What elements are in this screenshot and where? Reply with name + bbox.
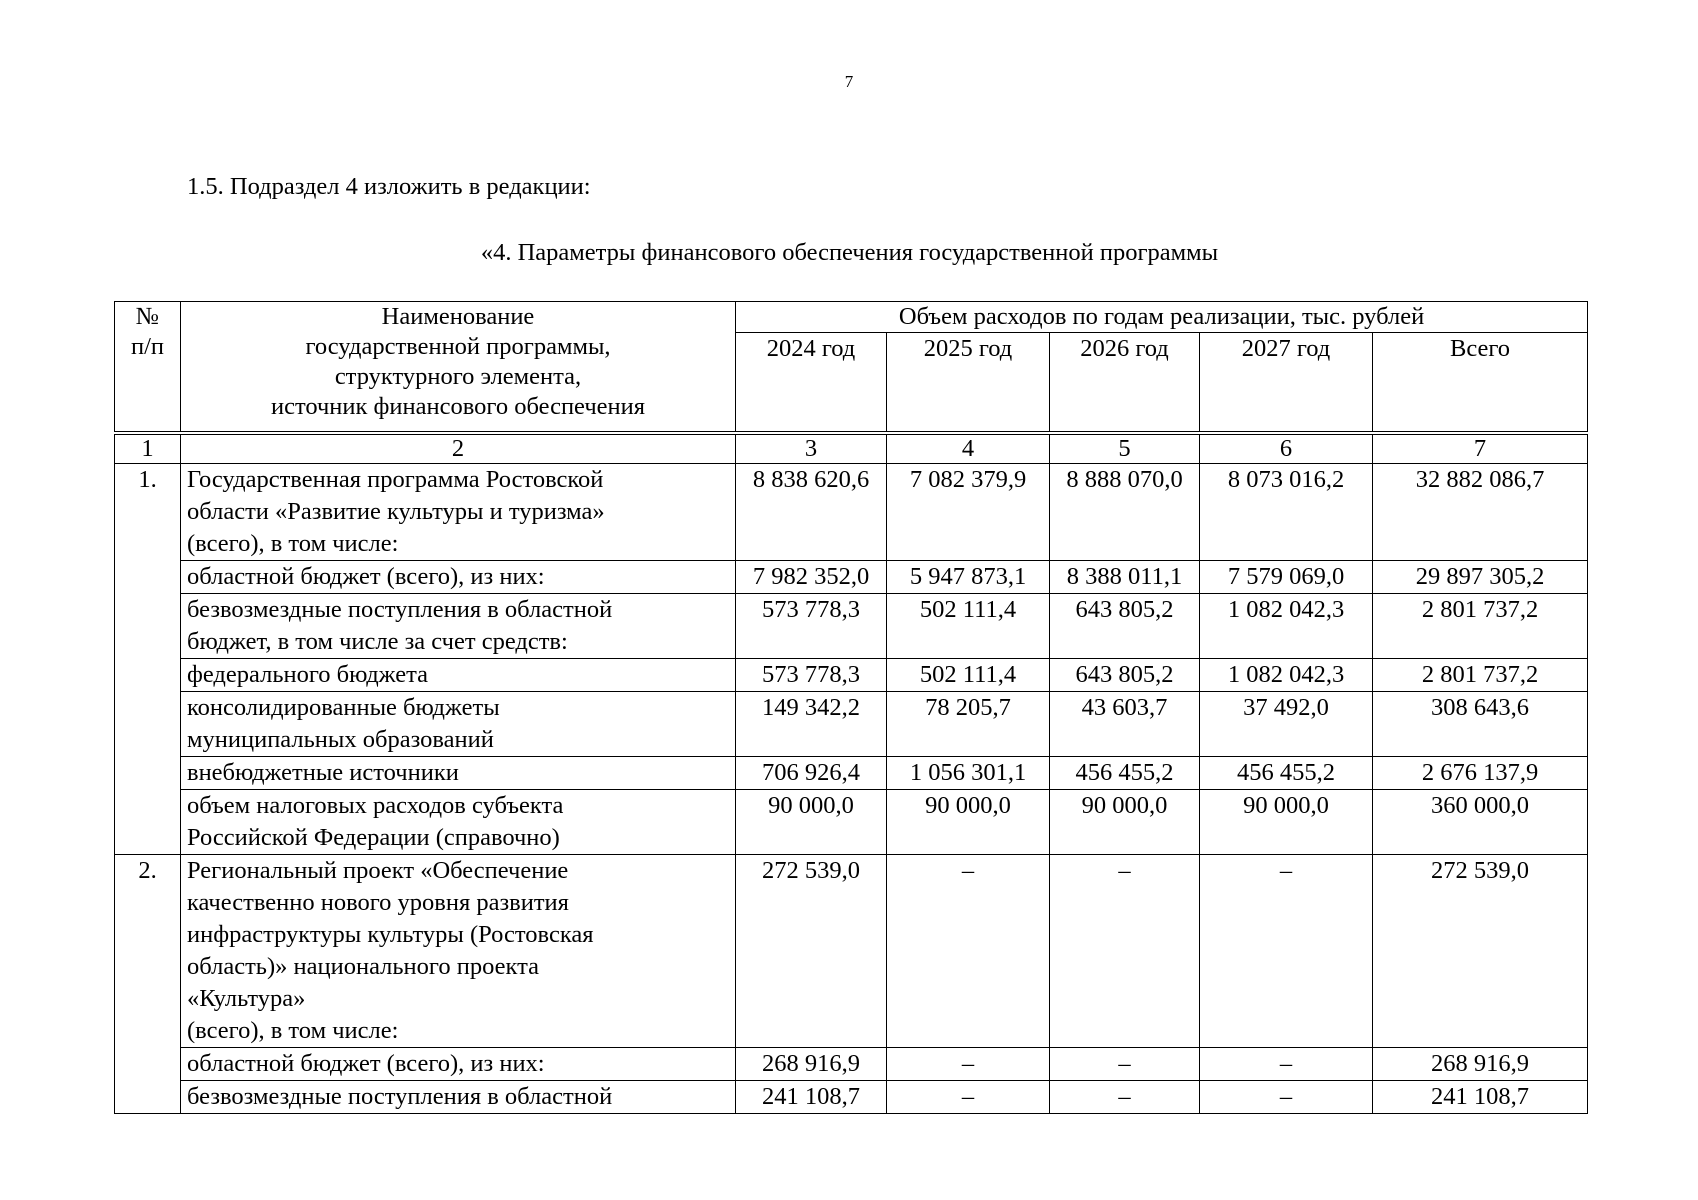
header-row-1 [115, 302, 1588, 333]
row-year-value: 90 000,0 [1050, 789, 1200, 854]
page-number: 7 [844, 72, 854, 91]
row-year-value: 573 778,3 [736, 658, 887, 691]
header-no [115, 302, 181, 433]
row-total-value: 272 539,0 [1373, 854, 1588, 1047]
row-year-value: 502 111,4 [887, 658, 1050, 691]
header-name-line: источник финансового обеспечения [270, 393, 646, 420]
row-total-value: 360 000,0 [1373, 789, 1588, 854]
header-name-line: государственной программы, [305, 333, 611, 360]
row-name [181, 691, 736, 756]
column-number: 2 [181, 433, 736, 464]
row-name-line: объем налоговых расходов субъекта [187, 791, 564, 819]
row-name [181, 658, 736, 691]
column-number: 7 [1373, 433, 1588, 464]
financing-table [114, 301, 1588, 1114]
section-title: «4. Параметры финансового обеспечения государственной программы [480, 239, 1219, 266]
column-number: 6 [1200, 433, 1373, 464]
row-name [181, 854, 736, 1047]
row-year-value: – [1200, 1080, 1373, 1113]
column-number: 5 [1050, 433, 1200, 464]
row-year-value: 573 778,3 [736, 593, 887, 658]
table-row [115, 854, 1588, 1047]
row-year-value: 7 982 352,0 [736, 560, 887, 593]
row-year-value: 90 000,0 [887, 789, 1050, 854]
row-year-value: 90 000,0 [1200, 789, 1373, 854]
row-year-value: – [887, 854, 1050, 1047]
row-name-line: инфраструктуры культуры (Ростовская [187, 920, 594, 948]
row-name-line: область)» национального проекта [187, 952, 539, 980]
row-year-value: 1 082 042,3 [1200, 658, 1373, 691]
row-year-value: 643 805,2 [1050, 658, 1200, 691]
header-year: 2024 год [736, 333, 887, 433]
row-year-value: – [1200, 854, 1373, 1047]
row-total-value: 308 643,6 [1373, 691, 1588, 756]
table-row [115, 691, 1588, 756]
row-total-value: 2 676 137,9 [1373, 756, 1588, 789]
row-name-line: качественно нового уровня развития [187, 888, 569, 916]
row-year-value: – [1050, 1047, 1200, 1080]
column-number: 1 [115, 433, 181, 464]
header-volume: Объем расходов по годам реализации, тыс. рублей [736, 302, 1588, 333]
header-no-line: № [135, 303, 160, 330]
row-year-value: 90 000,0 [736, 789, 887, 854]
row-year-value: 8 888 070,0 [1050, 463, 1200, 560]
row-year-value: – [887, 1047, 1050, 1080]
row-name-line: муниципальных образований [187, 725, 494, 753]
row-year-value: 7 082 379,9 [887, 463, 1050, 560]
row-name-line: бюджет, в том числе за счет средств: [187, 627, 568, 655]
row-name-line: федерального бюджета [187, 660, 429, 688]
row-name-line: области «Развитие культуры и туризма» [187, 497, 605, 525]
row-name [181, 756, 736, 789]
row-year-value: 8 388 011,1 [1050, 560, 1200, 593]
row-year-value: 643 805,2 [1050, 593, 1200, 658]
row-name-line: Государственная программа Ростовской [187, 465, 604, 493]
row-name [181, 1080, 736, 1113]
header-total: Всего [1373, 333, 1588, 433]
header-year: 2025 год [887, 333, 1050, 433]
row-name [181, 789, 736, 854]
row-year-value: – [1050, 854, 1200, 1047]
row-year-value: 149 342,2 [736, 691, 887, 756]
row-total-value: 2 801 737,2 [1373, 658, 1588, 691]
column-number-row [115, 433, 1588, 464]
row-name-line: «Культура» [187, 984, 306, 1012]
row-year-value: 1 056 301,1 [887, 756, 1050, 789]
row-year-value: 78 205,7 [887, 691, 1050, 756]
row-year-value: 456 455,2 [1200, 756, 1373, 789]
row-name-line: областной бюджет (всего), из них: [187, 562, 545, 590]
column-number: 4 [887, 433, 1050, 464]
row-year-value: 706 926,4 [736, 756, 887, 789]
row-total-value: 29 897 305,2 [1373, 560, 1588, 593]
row-name-line: консолидированные бюджеты [187, 693, 500, 721]
table-row [115, 463, 1588, 560]
row-year-value: 272 539,0 [736, 854, 887, 1047]
row-year-value: 502 111,4 [887, 593, 1050, 658]
row-year-value: 1 082 042,3 [1200, 593, 1373, 658]
row-number: 2. [115, 854, 181, 1113]
intro-paragraph: 1.5. Подраздел 4 изложить в редакции: [187, 173, 591, 200]
row-year-value: – [1200, 1047, 1373, 1080]
table-row [115, 1080, 1588, 1113]
row-name [181, 560, 736, 593]
row-name-line: безвозмездные поступления в областной [187, 1082, 613, 1110]
row-total-value: 32 882 086,7 [1373, 463, 1588, 560]
row-name-line: областной бюджет (всего), из них: [187, 1049, 545, 1077]
row-year-value: 43 603,7 [1050, 691, 1200, 756]
row-year-value: 8 838 620,6 [736, 463, 887, 560]
column-number: 3 [736, 433, 887, 464]
row-name-line: внебюджетные источники [187, 758, 459, 786]
row-name-line: Российской Федерации (справочно) [187, 823, 560, 851]
row-year-value: 268 916,9 [736, 1047, 887, 1080]
row-name-line: безвозмездные поступления в областной [187, 595, 613, 623]
row-total-value: 241 108,7 [1373, 1080, 1588, 1113]
table-row [115, 658, 1588, 691]
row-year-value: 241 108,7 [736, 1080, 887, 1113]
row-year-value: 7 579 069,0 [1200, 560, 1373, 593]
row-name [181, 593, 736, 658]
header-no-line: п/п [130, 333, 165, 360]
row-year-value: 456 455,2 [1050, 756, 1200, 789]
table-row [115, 789, 1588, 854]
row-total-value: 2 801 737,2 [1373, 593, 1588, 658]
row-number: 1. [115, 463, 181, 854]
table-row [115, 593, 1588, 658]
header-name-line: структурного элемента, [334, 363, 582, 390]
row-name-line: (всего), в том числе: [187, 1016, 399, 1044]
row-total-value: 268 916,9 [1373, 1047, 1588, 1080]
header-name-line: Наименование [381, 303, 535, 330]
table-row [115, 756, 1588, 789]
header-year: 2026 год [1050, 333, 1200, 433]
row-name [181, 463, 736, 560]
header-year: 2027 год [1200, 333, 1373, 433]
row-year-value: 8 073 016,2 [1200, 463, 1373, 560]
header-name [181, 302, 736, 433]
table-row [115, 560, 1588, 593]
row-year-value: 37 492,0 [1200, 691, 1373, 756]
table-row [115, 1047, 1588, 1080]
row-year-value: – [887, 1080, 1050, 1113]
row-name-line: (всего), в том числе: [187, 529, 399, 557]
row-year-value: 5 947 873,1 [887, 560, 1050, 593]
row-year-value: – [1050, 1080, 1200, 1113]
row-name [181, 1047, 736, 1080]
row-name-line: Региональный проект «Обеспечение [187, 856, 569, 884]
